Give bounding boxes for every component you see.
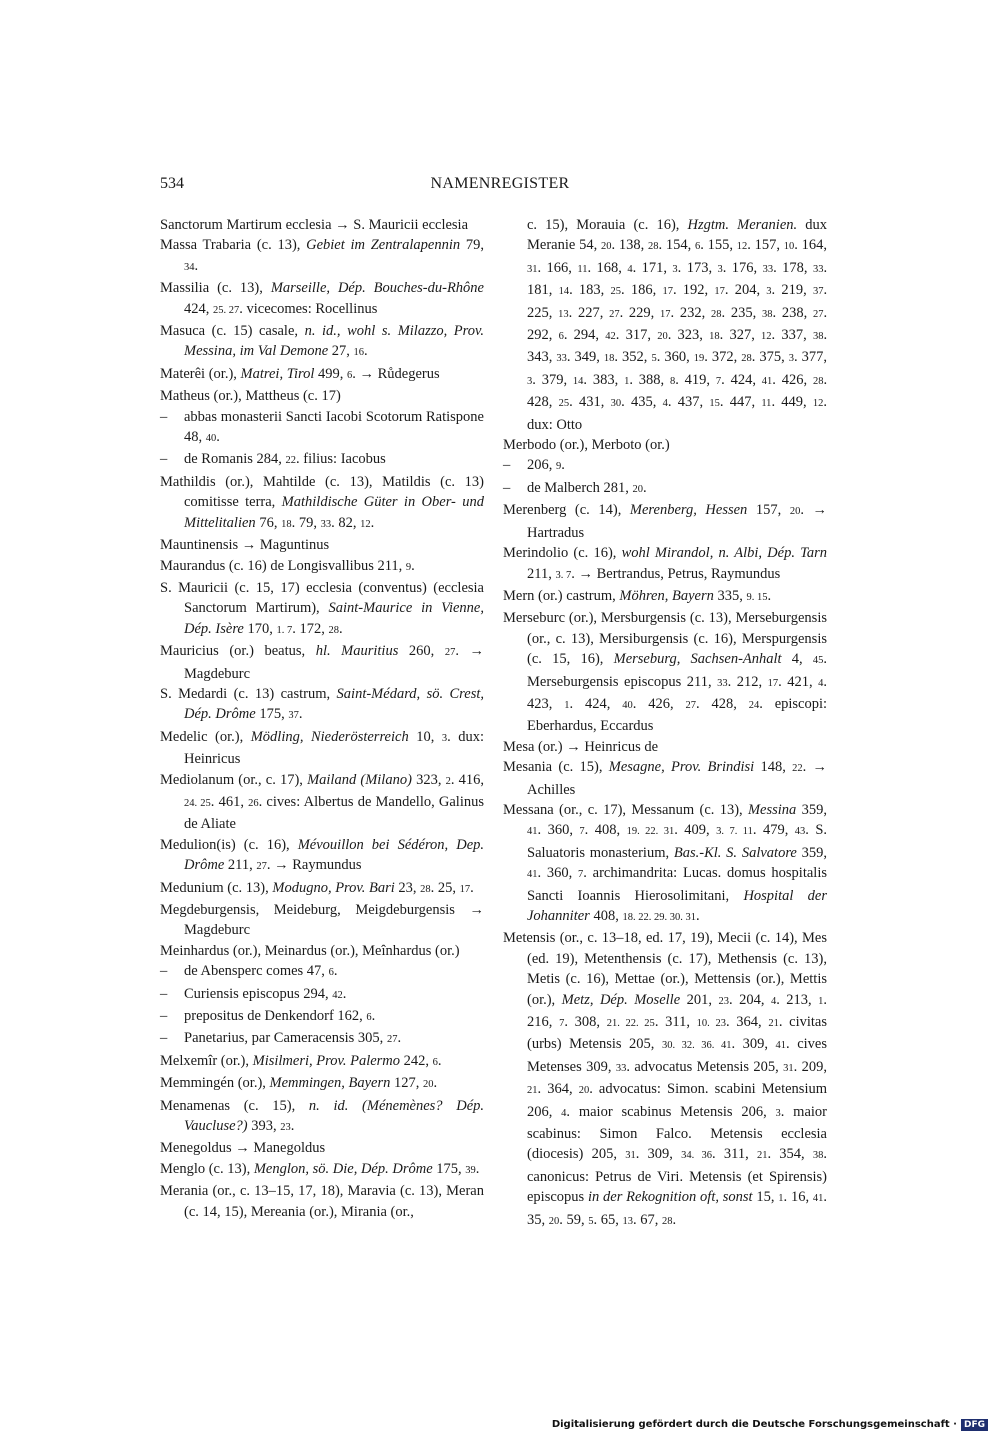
index-entry: c. 15), Morauia (c. 16), Hzgtm. Meranien. dux Meranie 54, 20. 138, 28. 154, 6. 155, 12. 157, 10. 164, 31. 166, 11. 168, 4. 171, 3. 173, 3. 176, 33. 178, 33. 181, 14. 183, 25. 186, 17. 192, 17. 204, 3. 219, 37. 225, 13. 227, 27. 229, 17. 232, 28. 235, 38. 238, 27. 292, 6. 294, 42. 317, 20. 323, 18. 327, 12. 337, 38. 343, 33. 349, 18. 352, 5. 360, 19. 372, 28. 375, 3. 377, 3. 379, 14. 383, 1. 388, 8. 419, 7. 424, 41. 426, 28. 428, 25. 431, 30. 435, 4. 437, 15. 447, 11. 449, 12. dux: Otto	[527, 217, 828, 433]
footer-text: Digitalisierung gefördert durch die Deutsche Forschungsgemeinschaft ·	[551, 1419, 957, 1430]
right-column	[503, 215, 827, 1232]
index-subentry: – abbas monasterii Sancti Iacobi Scotorum Ratispone 48, 40.	[160, 408, 484, 446]
index-entry: Menamenas (c. 15), n. id. (Ménemènes? Dép. Vaucluse?) 393, 23.	[160, 1097, 485, 1135]
index-entry: Merenberg (c. 14), Merenberg, Hessen 157, 20. → Hartradus	[503, 502, 827, 541]
index-subentry: – 206, 9.	[503, 457, 565, 474]
index-entry: Menglo (c. 13), Menglon, sö. Die, Dép. Drôme 175, 39.	[160, 1160, 480, 1177]
index-entry: Merseburc (or.), Mersburgensis (c. 13), Merseburgensis (or., c. 13), Mersiburgensis (c. 16), Merspurgensis (c. 15, 16), Merseburg, Sachsen-Anhalt 4, 45. Merseburgensis episcopus 211, 33. 212, 17. 421, 4. 423, 1. 424, 40. 426, 27. 428, 24. episcopi: Eberhardus, Eccardus	[503, 610, 828, 735]
dfg-logo: DFG	[961, 1419, 988, 1431]
index-entry: Sanctorum Martirum ecclesia → S. Mauricii ecclesia	[160, 217, 469, 233]
index-entry: Melxemîr (or.), Misilmeri, Prov. Palermo 242, 6.	[160, 1052, 442, 1069]
index-entry: Mathildis (or.), Mahtilde (c. 13), Matildis (c. 13) comitisse terra, Mathildische Güter in Ober- und Mittelitalien 76, 18. 79, 33. 82, 12.	[160, 473, 484, 531]
index-subentry: – prepositus de Denkendorf 162, 6.	[160, 1008, 376, 1025]
index-subentry: – de Malberch 281, 20.	[503, 479, 647, 496]
page-header	[160, 172, 840, 196]
index-entry: Massa Trabaria (c. 13), Gebiet im Zentralapennin 79, 34.	[160, 237, 484, 274]
index-entry: Maurandus (c. 16) de Longisvallibus 211, 9.	[160, 557, 415, 574]
index-entry: Messana (or., c. 17), Messanum (c. 13), Messina 359, 41. 360, 7. 408, 19. 22. 31. 409, 3. 7. 11. 479, 43. S. Saluatoris monasterium, Bas.-Kl. S. Salvatore 359, 41. 360, 7. archimandrita: Lucas. domus hospitalis Sancti Ioannis Hierosolimitani, Hospital der Johanniter 408, 18. 22. 29. 30. 31.	[503, 801, 828, 924]
index-entry: Mauntinensis → Maguntinus	[160, 537, 330, 554]
index-entry: Metensis (or., c. 13–18, ed. 17, 19), Mecii (c. 14), Mes (ed. 19), Metenthensis (c. 17), Methensis (c. 13), Metis (c. 16), Mettae (or.), Mettensis (or.), Mettis (or.), Metz, Dép. Moselle 201, 23. 204, 4. 213, 1. 216, 7. 308, 21. 22. 25. 311, 10. 23. 364, 21. civitas (urbs) Metensis 205, 30. 32. 36. 41. 309, 41. cives Metenses 309, 33. advocatus Metensis 205, 31. 209, 21. 364, 20. advocatus: Simon. scabini Metensium 206, 4. maior scabinus Metensis 206, 3. maior scabinus: Simon Falco. Metensis ecclesia (diocesis) 205, 31. 309, 34. 36. 311, 21. 354, 38. canonicus: Petrus de Viri. Metensis (et Spirensis) episcopus in der Rekognition oft, sonst 15, 1. 16, 41. 35, 20. 59, 5. 65, 13. 67, 28.	[503, 930, 828, 1228]
index-entry: Masuca (c. 15) casale, n. id., wohl s. Milazzo, Prov. Messina, im Val Demone 27, 16.	[160, 323, 484, 360]
index-entry: Medunium (c. 13), Modugno, Prov. Bari 23, 28. 25, 17.	[160, 879, 474, 896]
index-entry: Medulion(is) (c. 16), Mévouillon bei Sédéron, Dep. Drôme 211, 27. → Raymundus	[160, 836, 485, 874]
index-entry: Mern (or.) castrum, Möhren, Bayern 335, 9. 15.	[503, 587, 772, 604]
index-entry: S. Medardi (c. 13) castrum, Saint-Médard, sö. Crest, Dép. Drôme 175, 37.	[160, 685, 484, 723]
index-subentry: – de Abensperc comes 47, 6.	[160, 963, 338, 980]
index-subentry: – Panetarius, par Cameracensis 305, 27.	[160, 1030, 402, 1047]
index-subentry: – Curiensis episcopus 294, 42.	[160, 985, 347, 1002]
index-entry: Merbodo (or.), Merboto (or.)	[503, 437, 670, 454]
page-title: NAMENREGISTER	[430, 175, 570, 192]
index-entry: Mediolanum (or., c. 17), Mailand (Milano) 323, 2. 416, 24. 25. 461, 26. cives: Albertus de Mandello, Galinus de Aliate	[160, 771, 485, 833]
index-entry: Meinhardus (or.), Meinardus (or.), Meînhardus (or.)	[160, 942, 460, 959]
index-entry: Memmingén (or.), Memmingen, Bayern 127, 20.	[160, 1075, 438, 1092]
footer-credit	[552, 1418, 988, 1432]
index-entry: Menegoldus → Manegoldus	[160, 1140, 326, 1157]
index-entry: Merania (or., c. 13–15, 17, 18), Maravia (c. 13), Meran (c. 14, 15), Mereania (or.), Mirania (or.,	[160, 1183, 484, 1220]
index-entry: Matheus (or.), Mattheus (c. 17)	[160, 388, 341, 405]
index-subentry: – de Romanis 284, 22. filius: Iacobus	[160, 451, 386, 468]
page-number: 534	[160, 175, 184, 192]
index-entry: Mesa (or.) → Heinricus de	[503, 738, 659, 755]
index-entry: Massilia (c. 13), Marseille, Dép. Bouches-du-Rhône 424, 25. 27. vicecomes: Rocellinus	[160, 280, 484, 317]
index-entry: Merindolio (c. 16), wohl Mirandol, n. Albi, Dép. Tarn 211, 3. 7. → Bertrandus, Petrus, Raymundus	[503, 545, 827, 582]
index-entry: S. Mauricii (c. 15, 17) ecclesia (conventus) (ecclesia Sanctorum Martirum), Saint-Maurice in Vienne, Dép. Isère 170, 1. 7. 172, 28.	[160, 579, 484, 637]
index-entry: Mauricius (or.) beatus, hl. Mauritius 260, 27. → Magdeburc	[160, 643, 485, 682]
index-entry: Mesania (c. 15), Mesagne, Prov. Brindisi 148, 22. → Achilles	[503, 759, 827, 798]
index-entry: Megdeburgensis, Meideburg, Meigdeburgensis → Magdeburc	[160, 902, 484, 939]
index-entry: Materêi (or.), Matrei, Tirol 499, 6. → Růdegerus	[160, 365, 440, 382]
index-entry: Medelic (or.), Mödling, Niederösterreich 10, 3. dux: Heinricus	[160, 728, 485, 768]
left-column	[160, 215, 484, 1222]
